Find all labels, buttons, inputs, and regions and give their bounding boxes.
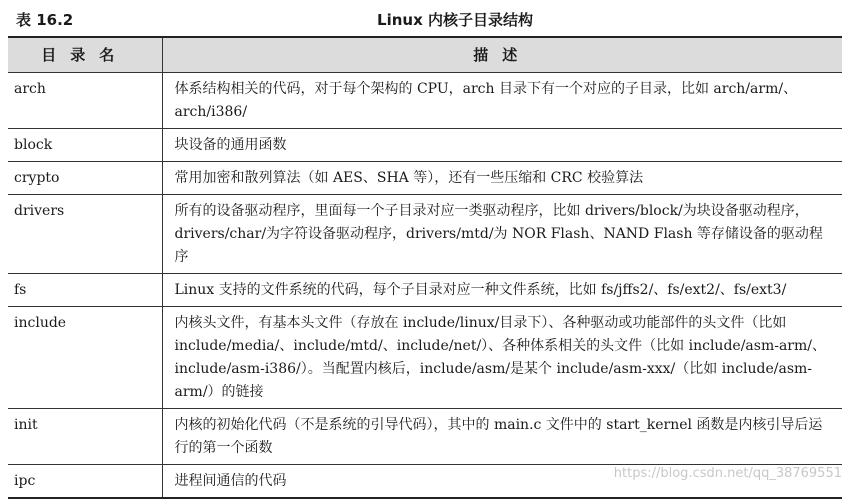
table-row: [8, 129, 842, 162]
header-description: 描述: [162, 37, 842, 73]
table-header-row: [8, 37, 842, 73]
cell-dir-name: ipc: [8, 465, 162, 499]
cell-dir-name: block: [8, 129, 162, 162]
cell-description: Linux 支持的文件系统的代码，每个子目录对应一种文件系统，比如 fs/jffs2/、fs/ext2/、fs/ext3/: [162, 274, 842, 307]
cell-dir-name: fs: [8, 274, 162, 307]
table-row: [8, 73, 842, 129]
cell-dir-name: crypto: [8, 162, 162, 195]
cell-description: 常用加密和散列算法（如 AES、SHA 等），还有一些压缩和 CRC 校验算法: [162, 162, 842, 195]
table-row: [8, 274, 842, 307]
table-caption: [0, 0, 850, 36]
cell-description: 内核头文件，有基本头文件（存放在 include/linux/目录下）、各种驱动或功能部件的头文件（比如 include/media/、include/mtd/、include/net/）、各种体系相关的头文件（比如 include/asm-arm/、include/asm-i386/）。当配置内核后，include/asm/是某个 include/asm-xxx/（比如 include/asm-arm/）的链接: [162, 307, 842, 409]
directory-table: [8, 36, 842, 499]
table-row: [8, 162, 842, 195]
cell-dir-name: drivers: [8, 195, 162, 274]
table-title: Linux 内核子目录结构: [377, 11, 533, 29]
table-row: [8, 409, 842, 465]
cell-dir-name: init: [8, 409, 162, 465]
cell-description: 所有的设备驱动程序，里面每一个子目录对应一类驱动程序，比如 drivers/block/为块设备驱动程序，drivers/char/为字符设备驱动程序，drivers/mtd/为 NOR Flash、NAND Flash 等存储设备的驱动程序: [162, 195, 842, 274]
table-number: 表 16.2: [16, 11, 74, 29]
cell-description: 体系结构相关的代码，对于每个架构的 CPU，arch 目录下有一个对应的子目录，比如 arch/arm/、arch/i386/: [162, 73, 842, 129]
cell-description: 进程间通信的代码: [162, 465, 842, 499]
table-row: [8, 307, 842, 409]
cell-description: 块设备的通用函数: [162, 129, 842, 162]
table-row: [8, 195, 842, 274]
header-directory-name: 目录名: [8, 37, 162, 73]
cell-dir-name: arch: [8, 73, 162, 129]
watermark-text: https://blog.csdn.net/qq_38769551: [613, 466, 842, 481]
cell-description: 内核的初始化代码（不是系统的引导代码），其中的 main.c 文件中的 start_kernel 函数是内核引导后运行的第一个函数: [162, 409, 842, 465]
cell-dir-name: include: [8, 307, 162, 409]
